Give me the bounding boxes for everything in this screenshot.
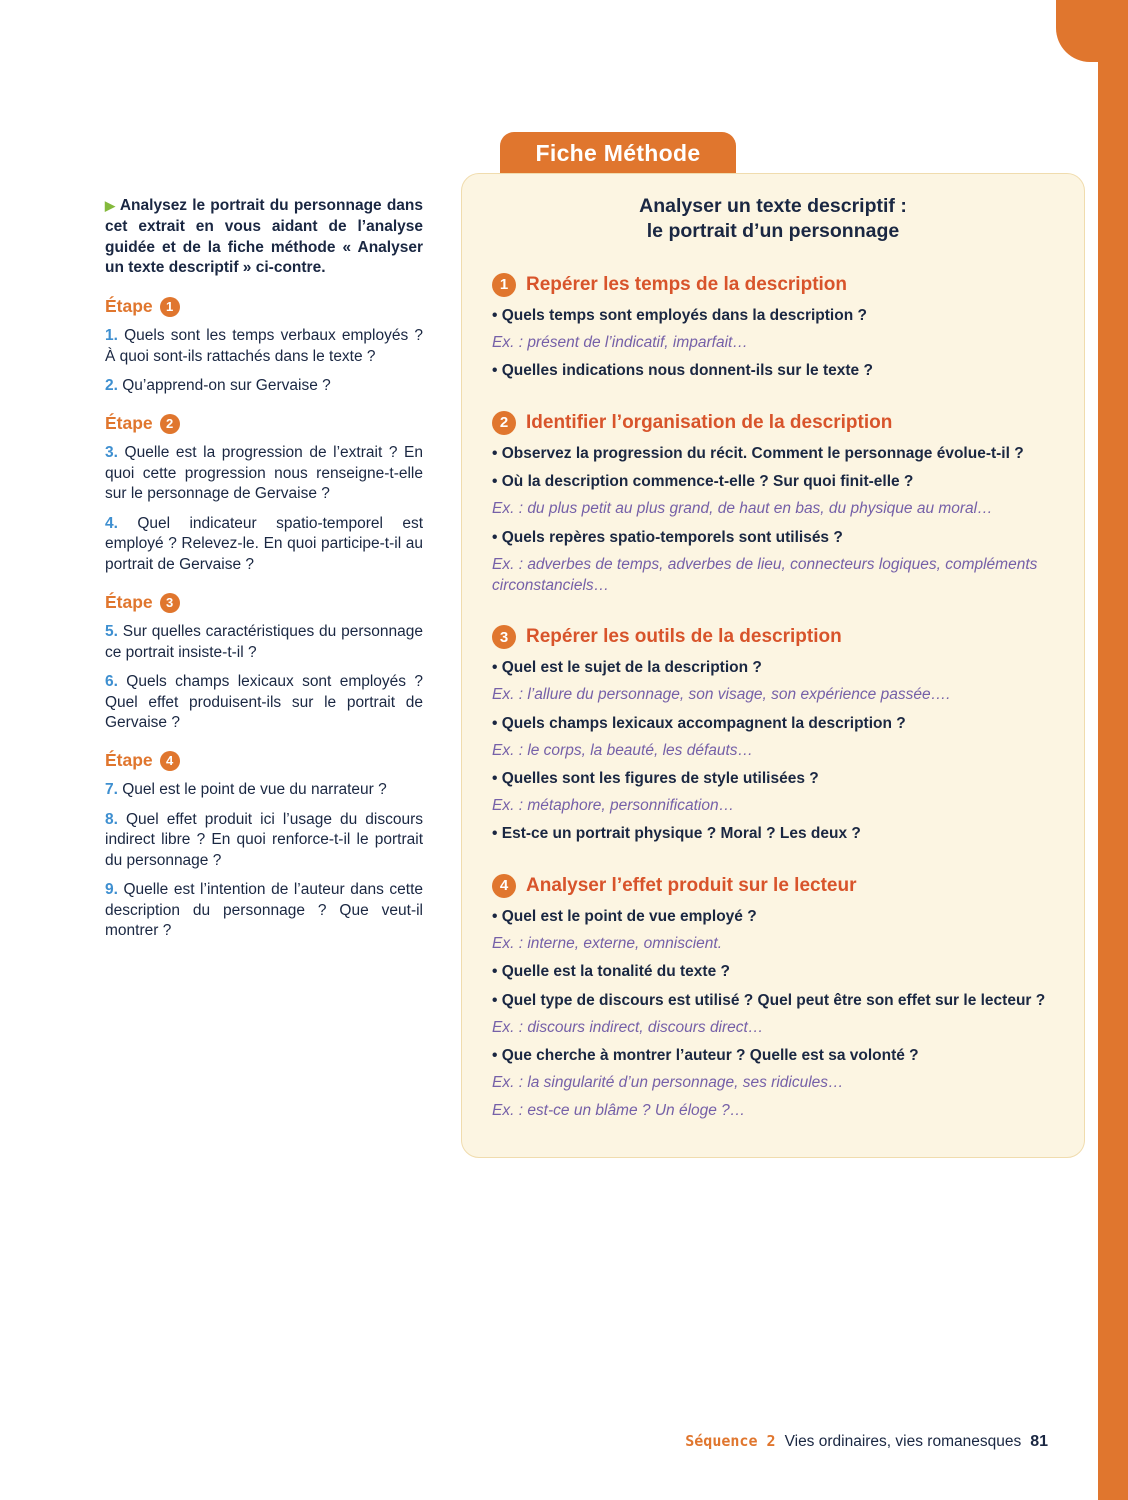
fiche-bullet: • Quelles indications nous donnent-ils sur le texte ? — [492, 362, 873, 380]
question: 1. Quels sont les temps verbaux employés ? À quoi sont-ils rattachés dans le texte ? — [105, 327, 423, 365]
fiche-bullet: • Quel est le point de vue employé ? — [492, 907, 757, 925]
fiche-example: Ex. : présent de l’indicatif, imparfait… — [492, 334, 748, 352]
step-number-badge: 4 — [160, 751, 180, 771]
intro-paragraph — [105, 196, 423, 279]
fiche-example: Ex. : est-ce un blâme ? Un éloge ?… — [492, 1101, 746, 1119]
step-heading — [105, 413, 423, 434]
step-heading — [105, 750, 423, 771]
fiche-bullet: • Quel est le sujet de la description ? — [492, 659, 762, 677]
fiche-bullet: • Quelle est la tonalité du texte ? — [492, 963, 730, 981]
fiche-tab-label: Fiche Méthode — [535, 139, 701, 166]
footer-page-number: 81 — [1030, 1433, 1048, 1450]
fiche-bullet: • Que cherche à montrer l’auteur ? Quelle est sa volonté ? — [492, 1047, 919, 1065]
step-label: Étape — [105, 296, 153, 317]
fiche-example: Ex. : adverbes de temps, adverbes de lieu, connecteurs logiques, compléments circonstanciels… — [492, 555, 1038, 595]
fiche-section — [492, 625, 1054, 845]
fiche-example: Ex. : l’allure du personnage, son visage, son expérience passée…. — [492, 686, 951, 704]
steps-container — [105, 296, 423, 942]
green-arrow-icon: ▶ — [105, 198, 116, 213]
question-number: 7. — [105, 781, 123, 799]
step-number-badge: 2 — [160, 414, 180, 434]
section-heading-text: Identifier l’organisation de la description — [526, 411, 893, 433]
section-heading-text: Repérer les outils de la description — [526, 626, 842, 648]
page-footer — [685, 1432, 1048, 1451]
question: 9. Quelle est l’intention de l’auteur dans cette description du personnage ? Que veut-il montrer ? — [105, 881, 424, 940]
fiche-example: Ex. : du plus petit au plus grand, de haut en bas, du physique au moral… — [492, 500, 993, 518]
fiche-title — [492, 194, 1054, 244]
fiche-methode-box — [461, 173, 1085, 1158]
section-heading — [492, 273, 1054, 297]
section-number-badge: 3 — [492, 625, 516, 649]
step-label: Étape — [105, 592, 153, 613]
section-heading-text: Repérer les temps de la description — [526, 273, 848, 295]
fiche-bullet: • Quels temps sont employés dans la description ? — [492, 306, 867, 324]
question-number: 1. — [105, 327, 125, 345]
step-label: Étape — [105, 413, 153, 434]
fiche-sections — [492, 273, 1054, 1121]
fiche-bullet: • Où la description commence-t-elle ? Sur quoi finit-elle ? — [492, 473, 914, 491]
fiche-bullet: • Quels repères spatio-temporels sont utilisés ? — [492, 528, 843, 546]
fiche-bullet: • Observez la progression du récit. Comment le personnage évolue-t-il ? — [492, 444, 1024, 462]
page-edge-bar — [1098, 0, 1128, 1500]
fiche-section — [492, 273, 1054, 382]
step-heading — [105, 592, 423, 613]
fiche-bullet: • Quel type de discours est utilisé ? Quel peut être son effet sur le lecteur ? — [492, 991, 1046, 1009]
footer-section-title: Vies ordinaires, vies romanesques — [784, 1433, 1022, 1450]
section-heading — [492, 411, 1054, 435]
fiche-example: Ex. : discours indirect, discours direct… — [492, 1019, 764, 1037]
fiche-methode-tab — [500, 132, 736, 174]
step-label: Étape — [105, 750, 153, 771]
fiche-example: Ex. : métaphore, personnification… — [492, 797, 735, 815]
left-column — [105, 196, 423, 951]
fiche-title-line2: le portrait d’un personnage — [646, 219, 900, 242]
question-number: 3. — [105, 444, 125, 462]
section-heading-text: Analyser l’effet produit sur le lecteur — [526, 874, 857, 896]
fiche-example: Ex. : la singularité d’un personnage, ses ridicules… — [492, 1074, 844, 1092]
question-number: 6. — [105, 673, 127, 691]
question: 7. Quel est le point de vue du narrateur ? — [105, 781, 387, 799]
section-number-badge: 1 — [492, 273, 516, 297]
question: 2. Qu’apprend-on sur Gervaise ? — [105, 376, 331, 394]
question: 3. Quelle est la progression de l’extrait ? En quoi cette progression nous renseigne-t-elle sur le personnage de Gervaise ? — [105, 444, 423, 503]
fiche-title-line1: Analyser un texte descriptif : — [639, 195, 907, 217]
question-number: 8. — [105, 810, 126, 828]
question: 4. Quel indicateur spatio-temporel est employé ? Relevez-le. En quoi participe-t-il au portrait de Gervaise ? — [105, 514, 424, 573]
fiche-bullet: • Est-ce un portrait physique ? Moral ? Les deux ? — [492, 825, 861, 843]
question-number: 4. — [105, 514, 138, 532]
question: 8. Quel effet produit ici l’usage du discours indirect libre ? En quoi renforce-t-il le portrait du personnage ? — [105, 810, 423, 869]
intro-text: Analysez le portrait du personnage dans cet extrait en vous aidant de l’analyse guidée et de la fiche méthode « Analyser un texte descriptif » ci-contre. — [105, 197, 424, 277]
fiche-example: Ex. : interne, externe, omniscient. — [492, 935, 723, 953]
section-number-badge: 4 — [492, 874, 516, 898]
section-heading — [492, 625, 1054, 649]
question: 5. Sur quelles caractéristiques du personnage ce portrait insiste-t-il ? — [105, 623, 423, 661]
question-number: 9. — [105, 881, 124, 899]
question-number: 5. — [105, 623, 123, 641]
step-number-badge: 3 — [160, 593, 180, 613]
step-heading — [105, 296, 423, 317]
question-number: 2. — [105, 376, 123, 394]
fiche-example: Ex. : le corps, la beauté, les défauts… — [492, 741, 754, 759]
footer-sequence-label: Séquence 2 — [685, 1432, 776, 1450]
fiche-section — [492, 411, 1054, 596]
question: 6. Quels champs lexicaux sont employés ? Quel effet produisent-ils sur le portrait de Gervaise ? — [105, 673, 423, 731]
step-number-badge: 1 — [160, 297, 180, 317]
section-number-badge: 2 — [492, 411, 516, 435]
section-heading — [492, 874, 1054, 898]
fiche-bullet: • Quelles sont les figures de style utilisées ? — [492, 770, 819, 787]
fiche-bullet: • Quels champs lexicaux accompagnent la description ? — [492, 714, 906, 732]
fiche-section — [492, 874, 1054, 1121]
